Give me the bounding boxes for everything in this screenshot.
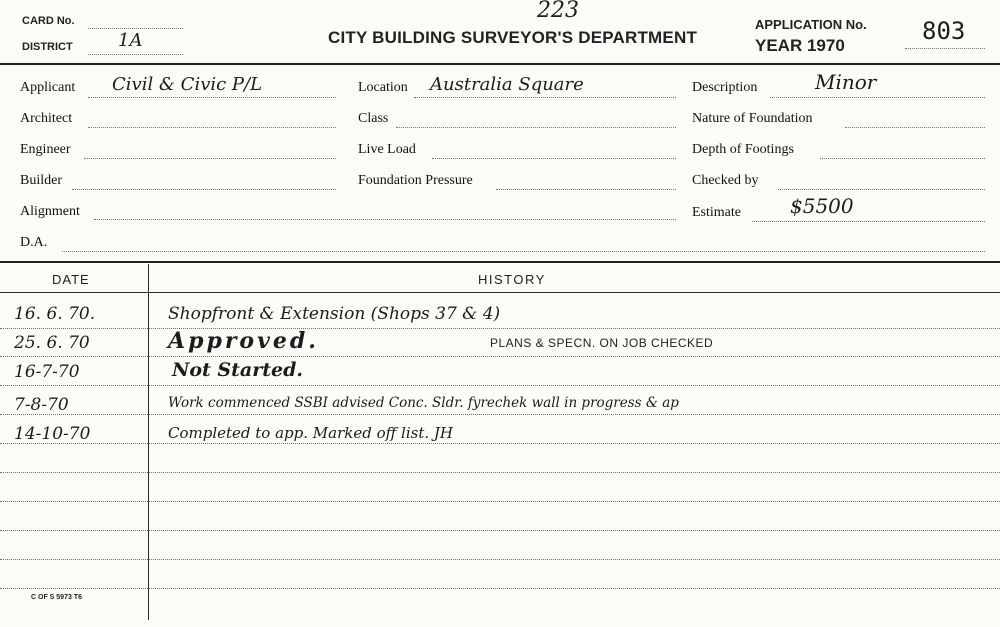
class-line xyxy=(396,127,676,128)
history-rule xyxy=(0,472,1000,473)
history-text: Completed to app. Marked off list. JH xyxy=(168,424,453,442)
estimate-line xyxy=(752,221,985,222)
form-code: C OF S 5973 T6 xyxy=(31,594,82,601)
estimate-label: Estimate xyxy=(692,205,741,220)
history-header: HISTORY xyxy=(478,272,546,287)
builder-label: Builder xyxy=(20,173,62,188)
page-title: CITY BUILDING SURVEYOR'S DEPARTMENT xyxy=(328,28,698,47)
card-no-label: CARD No. xyxy=(22,15,75,27)
location-label: Location xyxy=(358,80,408,95)
title-annotation: 223 xyxy=(537,0,579,23)
history-date: 16-7-70 xyxy=(14,362,80,382)
district-label: DISTRICT xyxy=(22,41,73,53)
date-column-divider xyxy=(148,264,149,620)
description-label: Description xyxy=(692,80,758,95)
history-rule xyxy=(0,443,1000,444)
application-no-label: APPLICATION No. xyxy=(755,17,867,32)
applicant-value: Civil & Civic P/L xyxy=(112,74,263,95)
history-date: 7-8-70 xyxy=(14,395,69,415)
checked-line xyxy=(778,189,985,190)
location-value: Australia Square xyxy=(430,74,584,95)
history-divider xyxy=(0,261,1000,263)
class-label: Class xyxy=(358,111,389,126)
history-rule xyxy=(0,588,1000,589)
application-no-line xyxy=(905,48,985,49)
date-header: DATE xyxy=(52,272,90,287)
history-stamp: PLANS & SPECN. ON JOB CHECKED xyxy=(490,336,714,350)
district-line xyxy=(88,54,183,55)
da-label: D.A. xyxy=(20,235,48,250)
foundation-label: Foundation Pressure xyxy=(358,173,473,188)
history-rule xyxy=(0,385,1000,386)
history-date: 16. 6. 70. xyxy=(14,304,96,324)
history-rule xyxy=(0,559,1000,560)
liveload-label: Live Load xyxy=(358,142,416,157)
depth-label: Depth of Footings xyxy=(692,142,794,157)
description-line xyxy=(770,97,985,98)
history-header-rule xyxy=(0,292,1000,293)
alignment-label: Alignment xyxy=(20,204,80,219)
nature-label: Nature of Foundation xyxy=(692,111,813,126)
alignment-line xyxy=(94,219,676,220)
card-no-line xyxy=(88,28,183,29)
da-line xyxy=(62,251,985,252)
builder-line xyxy=(72,189,336,190)
history-rule xyxy=(0,356,1000,357)
depth-line xyxy=(820,158,985,159)
applicant-label: Applicant xyxy=(20,80,76,95)
application-no-value: 803 xyxy=(922,17,966,45)
history-text: Shopfront & Extension (Shops 37 & 4) xyxy=(168,304,501,324)
liveload-line xyxy=(432,158,676,159)
history-rule xyxy=(0,414,1000,415)
history-rule xyxy=(0,501,1000,502)
applicant-line xyxy=(88,97,336,98)
header-divider xyxy=(0,63,1000,65)
history-text: Not Started. xyxy=(172,359,304,381)
year-label: YEAR 1970 xyxy=(755,36,845,55)
checked-label: Checked by xyxy=(692,173,759,188)
history-rule xyxy=(0,530,1000,531)
history-text: Work commenced SSBI advised Conc. Sldr. fyrechek wall in progress & ap xyxy=(168,395,679,411)
location-line xyxy=(414,97,676,98)
history-text: Approved. xyxy=(168,328,319,354)
engineer-label: Engineer xyxy=(20,142,71,157)
engineer-line xyxy=(84,158,336,159)
history-rule xyxy=(0,328,1000,329)
architect-label: Architect xyxy=(20,111,73,126)
district-value: 1A xyxy=(118,30,143,51)
estimate-value: $5500 xyxy=(790,194,854,218)
architect-line xyxy=(88,127,336,128)
history-date: 25. 6. 70 xyxy=(14,333,90,353)
foundation-line xyxy=(496,189,676,190)
history-date: 14-10-70 xyxy=(14,424,91,444)
description-value: Minor xyxy=(815,70,877,94)
nature-line xyxy=(845,127,985,128)
